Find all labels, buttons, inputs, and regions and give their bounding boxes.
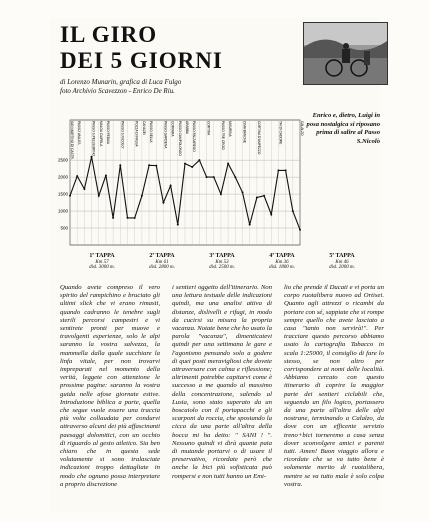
elevation-point [242, 191, 244, 193]
paragraph-3: lio che prende il Ducati e vi porta un corpo ruotalibera nuovo ad Ortisei. Quanto agli attrezzi o ricambi da portare con sé, sappiate che si rompe sempre quello che avete lasciato a casa "tanto non servirà!". Per tracciare questo percorso abbiamo usato la cartografia Tabacco in scala 1:25000, il consiglio di fare lo stesso, se non altro per corrispondere ai nomi delle località. Abbiamo cercato con questo itinerario di coprire la maggior parte dei sentieri ciclabili che, seguendo un filo logico, portassero da una parte all'altra delle alpi nostrane, terminando a Calalzo, da dove con un efficente servizio treno+bici torneremo a casa senza dover sconvolgere amici e parenti tutti. Amen! Buon viaggio allora e ricordate che se va tutto bene è solamente merito di ruotalibera, mentre se va tutto male è solo colpa vostra. [284, 284, 384, 488]
stage-name: 2ª TAPPA [149, 253, 175, 259]
elevation-point [148, 164, 150, 166]
stage-km: Km 61 [155, 259, 169, 265]
elevation-point [277, 169, 279, 171]
title-line-2: DEI 5 GIORNI [60, 48, 223, 73]
elevation-point [292, 210, 294, 212]
location-label: PASSO SELLA [149, 121, 154, 143]
location-label: PASSO S.NICOLO' [120, 121, 125, 149]
photo-caption: Enrico e, dietro, Luigi in posa nostalgica si riposano prima di salire al Passo S.Nicolò [306, 112, 380, 145]
text-column-1 [60, 284, 160, 489]
location-label: TAI DI CADORE [278, 121, 283, 145]
stage-disl: disl. 3000 m. [89, 265, 115, 271]
stage-name: 4ª TAPPA [269, 253, 295, 259]
stage-legend [72, 254, 372, 274]
stage-km: Km 46 [335, 259, 349, 265]
location-label: PASSO GARDENA [163, 121, 168, 149]
stage-item [252, 254, 312, 271]
stage-km: Km 36 [275, 259, 289, 265]
location-label: POZZA DI FASSA [134, 121, 139, 147]
elevation-point [105, 174, 107, 176]
location-label: CORTINA [206, 121, 211, 136]
elevation-point [249, 224, 251, 226]
elevation-point [141, 195, 143, 197]
stage-item [192, 254, 252, 271]
elevation-point [127, 217, 129, 219]
location-label: ARABBA [185, 121, 189, 134]
elevation-point [213, 176, 215, 178]
stage-disl: disl. 1800 m. [269, 265, 295, 271]
elevation-point [256, 197, 258, 199]
cyclists-photo [303, 22, 388, 85]
elevation-point [76, 175, 78, 177]
elevation-point [285, 169, 287, 171]
stage-item [72, 254, 132, 271]
stage-disl: disl. 2500 m. [209, 265, 235, 271]
location-label: PASSO TRE CROCI [220, 121, 225, 151]
elevation-point [198, 159, 200, 161]
elevation-point [206, 176, 208, 178]
y-tick-label: 2000 [57, 174, 68, 180]
elevation-profile-chart [55, 110, 305, 255]
location-label: CORTINA D'AMPEZZO [256, 121, 261, 155]
location-label: CIMA BANCHE [242, 121, 247, 143]
elevation-point [119, 164, 121, 166]
elevation-point [220, 193, 222, 195]
elevation-point [191, 166, 193, 168]
y-tick-label: 500 [60, 225, 68, 231]
y-tick-label: 1500 [57, 191, 68, 197]
stage-name: 3ª TAPPA [209, 253, 235, 259]
elevation-point [162, 202, 164, 204]
location-label: PASSO S.PELLEGRINO [91, 121, 96, 157]
location-label: CALALZO [300, 121, 304, 136]
stage-disl: disl. 2800 m. [149, 265, 175, 271]
elevation-point [91, 156, 93, 158]
location-label: PASSO FEDAIA [105, 121, 110, 145]
text-column-2 [172, 284, 272, 481]
paragraph-2: i sentieri oggetto dell'itinerario. Non una lettura testuale delle indicazioni quindi, ma una analisi attiva di distanze, dislivelli e rifugi, in modo da cucirsi su misura la propria vacanza. Notate bene che ho usato la parola "vacanza", dimenticatevi quindi per una settimana le gare e l'agonismo pensando solo a godere di quei posti meravigliosi che dovete attraversare con calma e riflessione; altrimenti potrebbe capitarvi come è successo a me quando al massimo della concentrazione, salendo al Lusia, sono stato superato da un boscaiolo con il portapacchi e gli scarponi da roccia, che spostando la cicca da una parte all'altra della bocca mi ha detto: " SANI ! ". Nessuno quindi vi dirà quante paia di mutande portarvi o di usare il preservativo, ricordate però che anche la bici più sofisticata può rompersi e non tutti hanno un Emi- [172, 284, 272, 480]
location-label: CORVARA [170, 121, 175, 137]
credit-line-2: foto Archivio Scavezzon - Enrico De Riu. [60, 87, 175, 95]
location-label: PASSO VALLES [77, 121, 82, 145]
stage-km: Km 57 [95, 259, 109, 265]
stage-disl: disl. 2000 m. [329, 265, 355, 271]
elevation-point [83, 188, 85, 190]
y-tick-label: 1000 [57, 208, 68, 214]
elevation-point [177, 224, 179, 226]
elevation-point [263, 195, 265, 197]
location-label: CANAZEI [141, 121, 146, 135]
credits [60, 78, 245, 96]
elevation-point [227, 163, 229, 165]
stage-km: Km 53 [215, 259, 229, 265]
text-column-3 [284, 284, 384, 489]
y-tick-label: 2500 [57, 157, 68, 163]
location-label: SAN MARTINO DI CASTR. [70, 121, 74, 160]
paragraph-1: Quando avete compreso il vero spirito del rampichino e bruciato gli ultimi slick che vi erano rimasti, quando cadranno le tenebre sugli sterili percorsi campestri e vi sentirete pronti per muove e travolgenti esperienze, solo le alpi saranno la vostra salvezza, la mammella dalla quale succhiare la linfa vitale, per non trovarvi impreparati nel momento della verità, leggete con attenzione le prossime pagine: saranno la vostra guida nelle afose giornate estive. Introduzione biblica a parte, quella che segue vuole essere una traccia più volte collaudata per condurvi attraverso alcuni dei più affascinanti paesaggi dolomitici, con un occhio di riguardo al gesto atletico. Sia ben chiaro che in questa sede volutamente si sono tralasciate indicazioni troppo dettagliate in modo che ognuno possa interpretare a proprio discrezione [60, 284, 160, 488]
elevation-point [170, 185, 172, 187]
location-label: PASSO CAMPOLONGO [177, 121, 182, 156]
stage-item [132, 254, 192, 271]
location-label: PASSO FALZAREGO [192, 121, 197, 152]
credit-line-1: di Lorenzo Munarin, grafica di Luca Fulgo [60, 78, 182, 86]
elevation-point [155, 165, 157, 167]
elevation-point [112, 217, 114, 219]
page-title [60, 22, 223, 74]
elevation-point [270, 213, 272, 215]
photo-image [304, 23, 387, 84]
elevation-point [69, 195, 71, 197]
elevation-point [98, 195, 100, 197]
elevation-point [299, 229, 301, 231]
stage-name: 5ª TAPPA [329, 253, 355, 259]
elevation-point [234, 176, 236, 178]
elevation-point [184, 163, 186, 165]
elevation-point [134, 217, 136, 219]
stage-item [312, 254, 372, 271]
location-label: MALGA CIAPELA [98, 121, 103, 147]
stage-name: 1ª TAPPA [89, 253, 115, 259]
title-line-1: IL GIRO [60, 22, 158, 47]
location-label: MISURINA [228, 121, 233, 137]
